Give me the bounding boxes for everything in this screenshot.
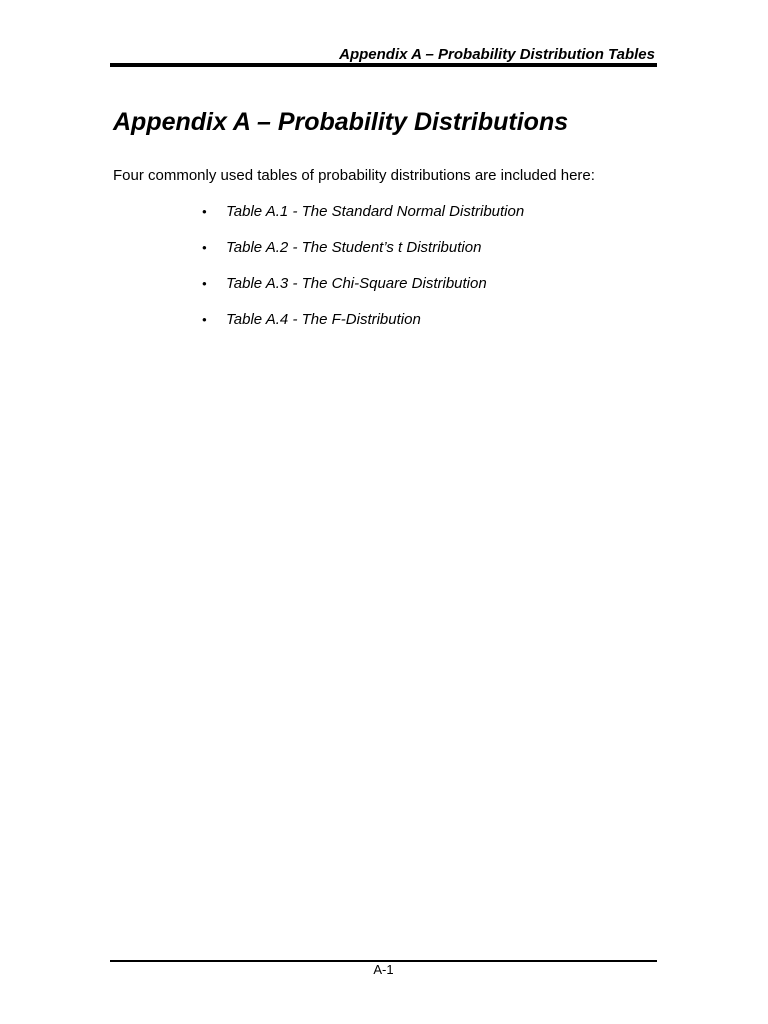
bullet-icon: • bbox=[202, 204, 207, 219]
bullet-icon: • bbox=[202, 240, 207, 255]
list-item-label: Table A.3 - The Chi-Square Distribution bbox=[226, 275, 487, 292]
page-number: A-1 bbox=[373, 962, 394, 977]
intro-paragraph: Four commonly used tables of probability distributions are included here: bbox=[113, 167, 595, 184]
list-item-label: Table A.4 - The F-Distribution bbox=[226, 311, 421, 328]
bullet-icon: • bbox=[202, 312, 207, 327]
page-title: Appendix A – Probability Distributions bbox=[113, 108, 569, 136]
header-rule bbox=[110, 63, 657, 67]
list-item-label: Table A.2 - The Student’s t Distribution bbox=[226, 239, 482, 256]
bullet-icon: • bbox=[202, 276, 207, 291]
running-header: Appendix A – Probability Distribution Tables bbox=[339, 46, 655, 63]
list-item-label: Table A.1 - The Standard Normal Distribution bbox=[226, 203, 525, 220]
